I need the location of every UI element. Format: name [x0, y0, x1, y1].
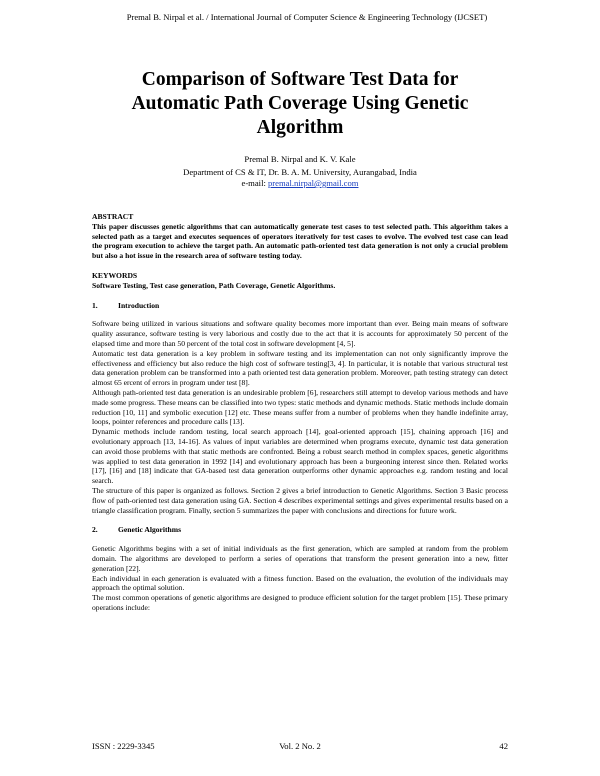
footer-volume: Vol. 2 No. 2 [279, 741, 321, 751]
section-1-body [92, 319, 508, 515]
author-names: Premal B. Nirpal and K. V. Kale [244, 154, 356, 164]
running-header: Premal B. Nirpal et al. / International Journal of Computer Science & Engineering Technology (IJCSET) [126, 12, 488, 22]
section-1-title: Introduction [118, 300, 160, 310]
author-block [60, 154, 540, 189]
email-link[interactable]: premal.nirpal@gmail.com [268, 178, 359, 188]
section-1-number: 1. [92, 300, 98, 310]
title-line-3: Algorithm [256, 117, 344, 138]
abstract-body: This paper discusses genetic algorithms that can automatically generate test cases to test selected path. This algorithm takes a selected path as a target and executes sequences of operators iteratively for test cases to evolve. The evolved test case can lead the program execution to achieve the target path. An automatic path-oriented test data generation is not only a crucial problem but also a hot issue in the research area of software testing today. [92, 221, 508, 261]
section-2-body [92, 544, 508, 613]
author-affiliation: Department of CS & IT, Dr. B. A. M. University, Aurangabad, India [183, 167, 417, 177]
section-1-heading [92, 301, 508, 311]
paragraph: Automatic test data generation is a key problem in software testing and its implementation can not only significantly improve the effectiveness and efficiency but also reduce the high cost of software testing[3, 4]. In particular, it is notable that various structural test data generation problem can be transformed into a path oriented test data generation problem. Moreover, path testing strategy can detect almost 65 ercent of errors in program under test [8]. [92, 348, 508, 388]
section-2-heading [92, 525, 508, 535]
title-line-1: Comparison of Software Test Data for [141, 69, 459, 90]
paper-body [92, 212, 508, 613]
title-line-2: Automatic Path Coverage Using Genetic [131, 93, 469, 114]
abstract-section [92, 212, 508, 261]
author-email-line [60, 178, 540, 189]
paragraph: The most common operations of genetic algorithms are designed to produce efficient solution for the target problem [15]. These primary operations include: [92, 593, 508, 612]
section-2-title: Genetic Algorithms [118, 525, 182, 535]
keywords-body: Software Testing, Test case generation, Path Coverage, Genetic Algorithms. [92, 280, 336, 290]
paragraph: The structure of this paper is organized as follows. Section 2 gives a brief introduction to Genetic Algorithms. Section 3 Basic process flow of path-oriented test data generation using GA. Section 4 describes experimental settings and gives experimental results based on a triangle classification program. Finally, section 5 summarizes the paper with conclusions and directions for future work. [92, 485, 508, 515]
paragraph: Dynamic methods include random testing, local search approach [14], goal-oriented approach [15], chaining approach [16] and evolutionary approach [13, 14-16]. As values of input variables are determined when programs execute, dynamic test data generation can avoid those problems with that static methods are confronted. Being a robust search method in complex spaces, genetic algorithms was applied to test data generation in 1992 [14] and evolutionary approach has been a burgeoning interest since then. Related works [17], [16] and [18] indicate that GA-based test data generation outperforms other dynamic approaches e.g. random testing and local search. [92, 427, 508, 486]
email-label: e-mail: [241, 178, 268, 188]
paragraph: Software being utilized in various situations and software quality becomes more important than ever. Being main means of software quality assurance, software testing is very laborious and costly due to the act that it is accounts for approximately 50 percent of the elapsed time and more than 50 percent of the total cost in software development [4, 5]. [92, 319, 508, 348]
keywords-heading: KEYWORDS [92, 270, 138, 280]
footer-issn: ISSN : 2229-3345 [92, 741, 155, 751]
keywords-section [92, 271, 508, 291]
paper-title [60, 68, 540, 140]
section-2-number: 2. [92, 525, 98, 535]
abstract-heading: ABSTRACT [92, 212, 134, 221]
footer-page-number: 42 [499, 741, 508, 751]
paragraph: Although path-oriented test data generation is an undesirable problem [6], researchers still attempt to develop various methods and have made some progress. These means can be classified into two types: static methods and dynamic methods. Static methods include domain reduction [10, 11] and symbolic execution [12] etc. These means suffer from a number of problems when they handle indefinite array, loops, pointer references and procedure calls [13]. [92, 387, 508, 427]
paragraph: Genetic Algorithms begins with a set of initial individuals as the first generation, which are sampled at random from the problem domain. The algorithms are developed to perform a series of operations that transform the present generation into a new, fitter generation [22]. [92, 544, 508, 573]
paragraph: Each individual in each generation is evaluated with a fitness function. Based on the evaluation, the evolution of the individuals may approach the optimal solution. [92, 573, 508, 593]
